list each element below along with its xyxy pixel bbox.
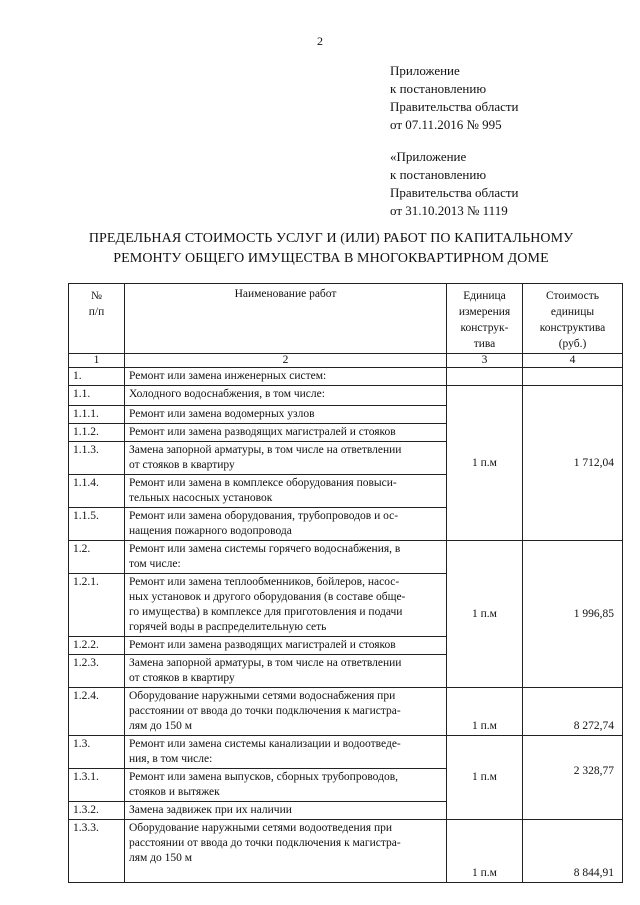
row-number: 1.3.1. [69, 769, 125, 802]
column-index-row [69, 354, 623, 368]
row-number: 1.3.2. [69, 802, 125, 820]
group-unit: 1 п.м [447, 688, 523, 736]
column-index: 1 [69, 354, 125, 368]
row-name: Холодного водоснабжения, в том числе: [125, 386, 447, 406]
price-table [68, 283, 623, 883]
row-name: Замена запорной арматуры, в том числе на ответвлении от стояков в квартиру [125, 655, 447, 688]
row-number: 1.1.5. [69, 508, 125, 541]
appendix-original [390, 148, 519, 220]
row-number: 1.2.2. [69, 637, 125, 655]
group-cost: 8 844,91 [523, 820, 623, 883]
group-unit: 1 п.м [447, 736, 523, 820]
appendix-line: к постановлению [390, 167, 487, 182]
row-number: 1.1.4. [69, 475, 125, 508]
appendix-line: Правительства области [390, 99, 519, 114]
header-unit: Единица измерения конструк- тива [447, 284, 523, 354]
group-unit: 1 п.м [447, 820, 523, 883]
row-name: Оборудование наружными сетями водоотведения при расстоянии от ввода до точки подключения к магистра- лям до 150 м [125, 820, 447, 883]
row-number: 1.2. [69, 541, 125, 574]
page-number: 2 [317, 34, 323, 48]
appendix-line: от 31.10.2013 № 1119 [390, 203, 508, 218]
table-row [69, 820, 623, 883]
title-line: ПРЕДЕЛЬНАЯ СТОИМОСТЬ УСЛУГ И (ИЛИ) РАБОТ ПО КАПИТАЛЬНОМУ [88, 231, 574, 246]
column-index: 3 [447, 354, 523, 368]
row-cost-empty [523, 368, 623, 386]
column-index: 2 [125, 354, 447, 368]
appendix-current [390, 62, 519, 134]
table-row [69, 688, 623, 736]
group-unit: 1 п.м [447, 386, 523, 541]
group-cost: 2 328,77 [523, 736, 623, 820]
header-cost: Стоимость единицы конструктива (руб.) [523, 284, 623, 354]
row-name: Замена запорной арматуры, в том числе на ответвлении от стояков в квартиру [125, 442, 447, 475]
row-name: Ремонт или замена инженерных систем: [125, 368, 447, 386]
title-line: РЕМОНТУ ОБЩЕГО ИМУЩЕСТВА В МНОГОКВАРТИРНОМ ДОМЕ [113, 251, 549, 266]
row-number: 1.3. [69, 736, 125, 769]
appendix-line: к постановлению [390, 81, 487, 96]
row-name: Ремонт или замена системы горячего водоснабжения, в том числе: [125, 541, 447, 574]
appendix-line: Приложение [390, 63, 460, 78]
row-number: 1.2.1. [69, 574, 125, 637]
document-title [40, 229, 622, 269]
column-index: 4 [523, 354, 623, 368]
header-num: № п/п [69, 284, 125, 354]
group-cost: 1 996,85 [523, 541, 623, 688]
row-name: Ремонт или замена в комплексе оборудования повыси- тельных насосных установок [125, 475, 447, 508]
row-number: 1. [69, 368, 125, 386]
table-row [69, 386, 623, 406]
row-name: Оборудование наружными сетями водоснабжения при расстоянии от ввода до точки подключения к магистра- лям до 150 м [125, 688, 447, 736]
table-header-row [69, 284, 623, 354]
row-number: 1.1. [69, 386, 125, 406]
row-number: 1.1.3. [69, 442, 125, 475]
row-name: Ремонт или замена оборудования, трубопроводов и ос- нащения пожарного водопровода [125, 508, 447, 541]
appendix-line: «Приложение [390, 149, 467, 164]
row-number: 1.1.1. [69, 406, 125, 424]
row-unit-empty [447, 368, 523, 386]
group-unit: 1 п.м [447, 541, 523, 688]
row-name: Ремонт или замена разводящих магистралей и стояков [125, 424, 447, 442]
row-name: Замена задвижек при их наличии [125, 802, 447, 820]
row-name: Ремонт или замена выпусков, сборных трубопроводов, стояков и вытяжек [125, 769, 447, 802]
table-row [69, 736, 623, 769]
header-name: Наименование работ [125, 284, 447, 354]
row-number: 1.2.3. [69, 655, 125, 688]
row-number: 1.3.3. [69, 820, 125, 883]
table-row [69, 368, 623, 386]
table-row [69, 541, 623, 574]
appendix-line: Правительства области [390, 185, 519, 200]
row-number: 1.2.4. [69, 688, 125, 736]
row-name: Ремонт или замена теплообменников, бойлеров, насос- ных установок и другого оборудования (в составе обще- го имущества) в комплексе для приготовления и подачи горячей воды в распределительную сеть [125, 574, 447, 637]
row-name: Ремонт или замена водомерных узлов [125, 406, 447, 424]
group-cost: 1 712,04 [523, 386, 623, 541]
group-cost: 8 272,74 [523, 688, 623, 736]
row-name: Ремонт или замена разводящих магистралей и стояков [125, 637, 447, 655]
appendix-line: от 07.11.2016 № 995 [390, 117, 502, 132]
row-number: 1.1.2. [69, 424, 125, 442]
row-name: Ремонт или замена системы канализации и водоотведе- ния, в том числе: [125, 736, 447, 769]
